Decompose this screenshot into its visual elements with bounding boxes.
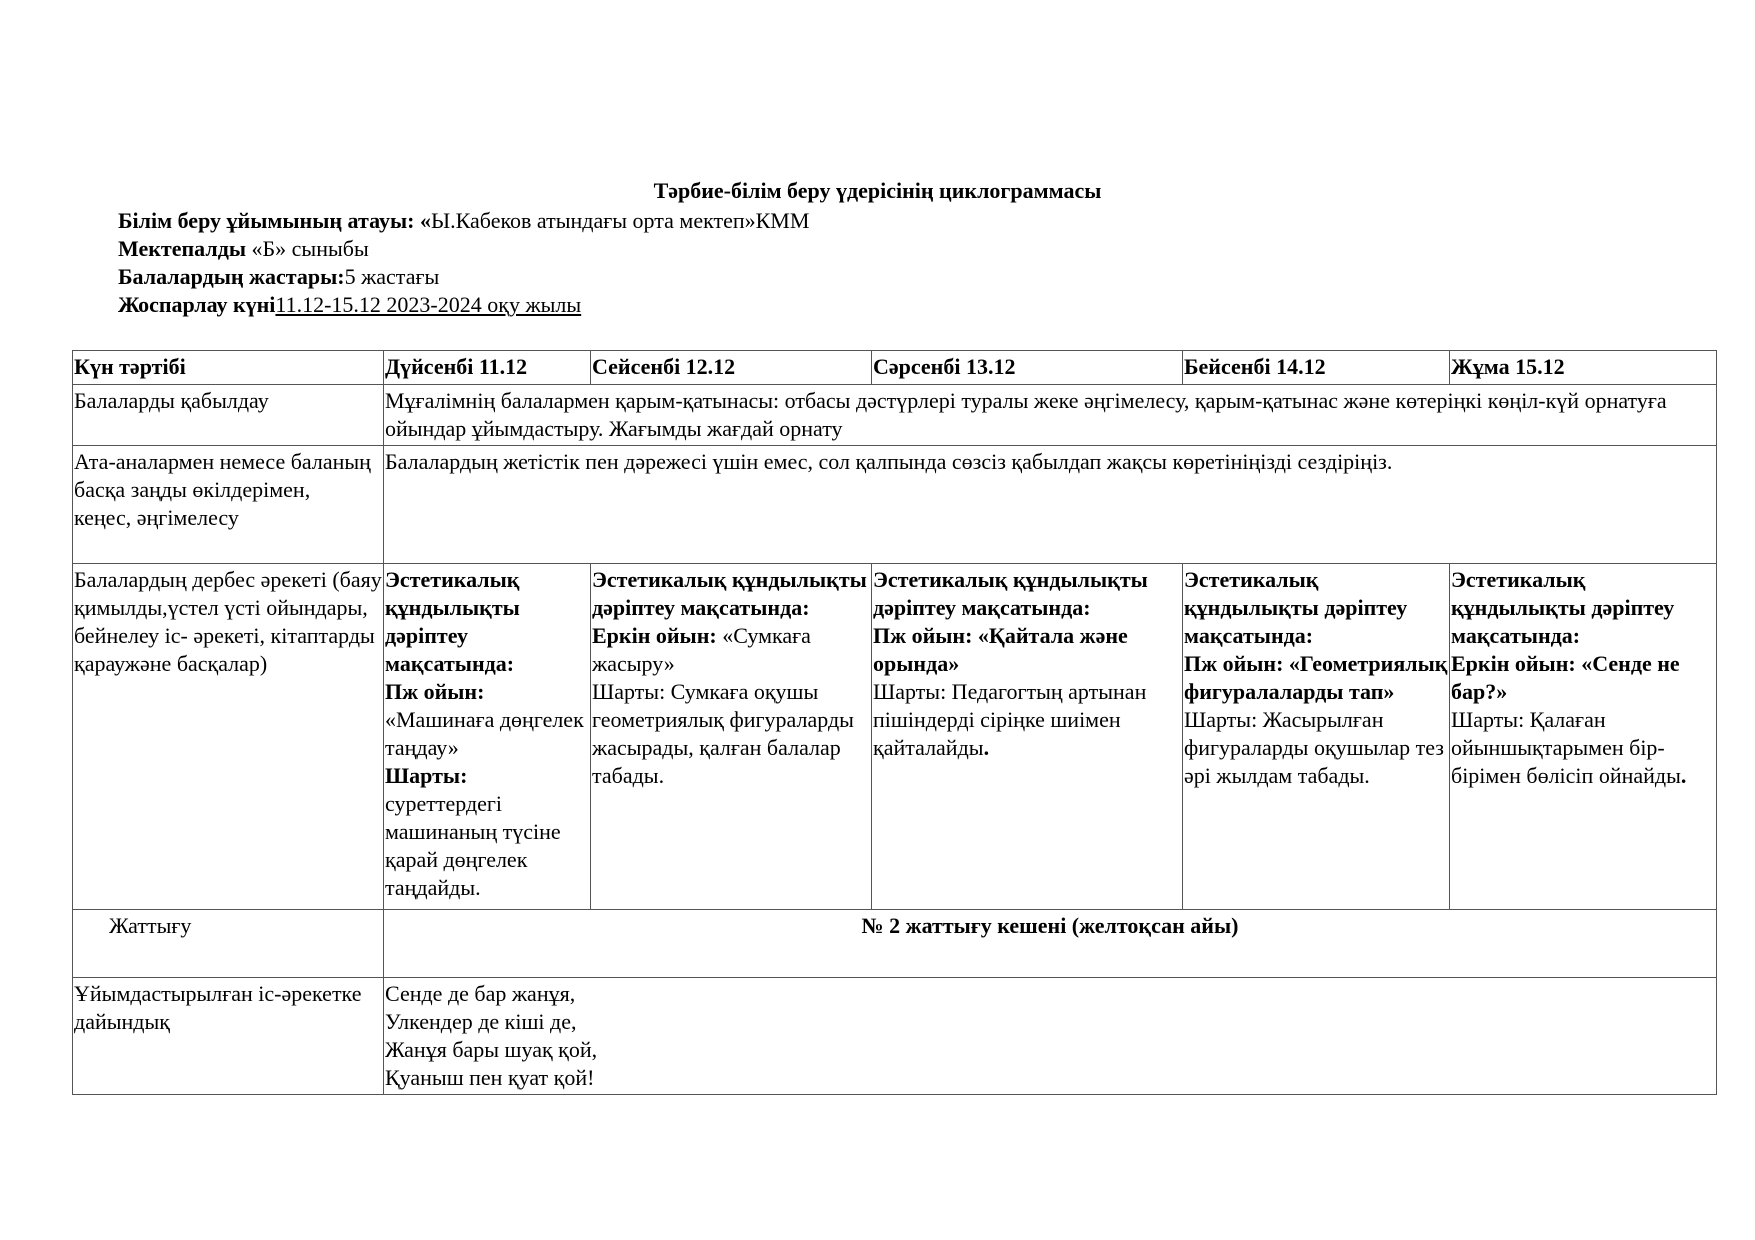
goal-text: Эстетикалық құндылықты дәріптеу мақсатында: — [1451, 567, 1675, 648]
goal-text: Эстетикалық құндылықты дәріптеу мақсатында: — [1184, 567, 1408, 648]
table-row — [73, 564, 1717, 910]
activity-monday — [384, 564, 591, 910]
row-label-exercise: Жаттығу — [73, 910, 384, 978]
rule-text: Шарты: Сумкаға оқушы геометриялық фигураларды жасырады, қалған балалар табады. — [592, 679, 854, 788]
game-name: «Сумкаға жасыру» — [592, 623, 811, 676]
org-value: Ы.Кабеков атындағы орта мектеп»КММ — [430, 208, 810, 233]
poem-line: Қуаныш пен қуат қой! — [385, 1065, 595, 1090]
goal-text: Эстетикалық құндылықты дәріптеу мақсатында: — [592, 567, 867, 620]
exercise-text: № 2 жаттығу кешені (желтоқсан айы) — [384, 910, 1717, 978]
row-label-activity: Балалардың дербес әрекеті (баяу қимылды,үстел үсті ойындары, бейнелеу іс- әрекеті, кітаптарды қараужәне басқалар) — [73, 564, 384, 910]
header-wednesday: Сәрсенбі 13.12 — [872, 351, 1183, 385]
game-label: Пж ойын: — [385, 679, 485, 704]
header-thursday: Бейсенбі 14.12 — [1183, 351, 1450, 385]
table-row — [73, 910, 1717, 978]
age-label: Балалардың жастары: — [118, 264, 345, 289]
activity-thursday — [1183, 564, 1450, 910]
rule-text: Шарты: Педагогтың артынан пішіндерді сіріңке шиімен қайталайды — [873, 679, 1147, 760]
date-value: 11.12-15.12 2023-2024 оқу жылы — [275, 292, 582, 317]
poem-line: Жанұя бары шуақ қой, — [385, 1037, 598, 1062]
rule-end: . — [983, 735, 990, 760]
table-row — [73, 446, 1717, 564]
row-label-parents: Ата-аналармен немесе баланың басқа заңды өкілдерімен, кеңес, әңгімелесу — [73, 446, 384, 564]
row-label-prep: Ұйымдастырылған іс-әрекетке дайындық — [73, 978, 384, 1095]
poem-line: Улкендер де кіші де, — [385, 1009, 577, 1034]
rule-text: суреттердегі машинаның түсіне қарай дөңгелек таңдайды. — [385, 791, 561, 900]
document-meta — [118, 207, 809, 319]
rule-text: Шарты: Қалаған ойыншықтарымен бір-бірімен бөлісіп ойнайды — [1451, 707, 1681, 788]
org-label: Білім беру ұйымының атауы: « — [118, 208, 431, 233]
game-label: Еркін ойын: «Сенде не бар?» — [1451, 651, 1680, 704]
age-value: 5 жастағы — [344, 264, 440, 289]
reception-text: Мұғалімнің балалармен қарым-қатынасы: отбасы дәстүрлері туралы жеке әңгімелесу, қарым-қатынас және көтеріңкі көңіл-күй орнатуға ойындар ұйымдастыру. Жағымды жағдай орнату — [384, 385, 1717, 446]
schedule-table — [72, 350, 1717, 1095]
page-title: Тәрбие-білім беру үдерісінің циклограммасы — [653, 178, 1102, 203]
group-label: Мектепалды — [118, 236, 247, 261]
rule-text: Шарты: Жасырылған фигураларды оқушылар тез әрі жылдам табады. — [1184, 707, 1444, 788]
table-header-row — [73, 351, 1717, 385]
group-line — [118, 235, 809, 263]
game-label: Пж ойын: «Геометриялық фигуралаларды тап» — [1184, 651, 1448, 704]
org-line — [118, 207, 809, 235]
poem-line: Сенде де бар жанұя, — [385, 981, 576, 1006]
activity-tuesday — [591, 564, 872, 910]
header-schedule: Күн тәртібі — [73, 351, 384, 385]
date-label: Жоспарлау күні — [118, 292, 276, 317]
header-tuesday: Сейсенбі 12.12 — [591, 351, 872, 385]
activity-wednesday — [872, 564, 1183, 910]
game-label: Пж ойын: «Қайтала және орында» — [873, 623, 1128, 676]
parents-text: Балалардың жетістік пен дәрежесі үшін емес, сол қалпында сөзсіз қабылдап жақсы көретініңізді сездіріңіз. — [384, 446, 1717, 564]
header-friday: Жұма 15.12 — [1450, 351, 1717, 385]
game-name: «Машинаға дөңгелек таңдау» — [385, 707, 584, 760]
group-value: «Б» сыныбы — [246, 236, 369, 261]
prep-poem — [384, 978, 1717, 1095]
date-line — [118, 291, 809, 319]
rule-label: Шарты: — [385, 763, 468, 788]
age-line — [118, 263, 809, 291]
activity-friday — [1450, 564, 1717, 910]
header-monday: Дүйсенбі 11.12 — [384, 351, 591, 385]
game-label: Еркін ойын: — [592, 623, 717, 648]
goal-text: Эстетикалық құндылықты дәріптеу мақсатында: — [385, 567, 520, 676]
rule-end: . — [1680, 763, 1687, 788]
row-label-reception: Балаларды қабылдау — [73, 385, 384, 446]
table-row — [73, 978, 1717, 1095]
table-row — [73, 385, 1717, 446]
goal-text: Эстетикалық құндылықты дәріптеу мақсатында: — [873, 567, 1148, 620]
